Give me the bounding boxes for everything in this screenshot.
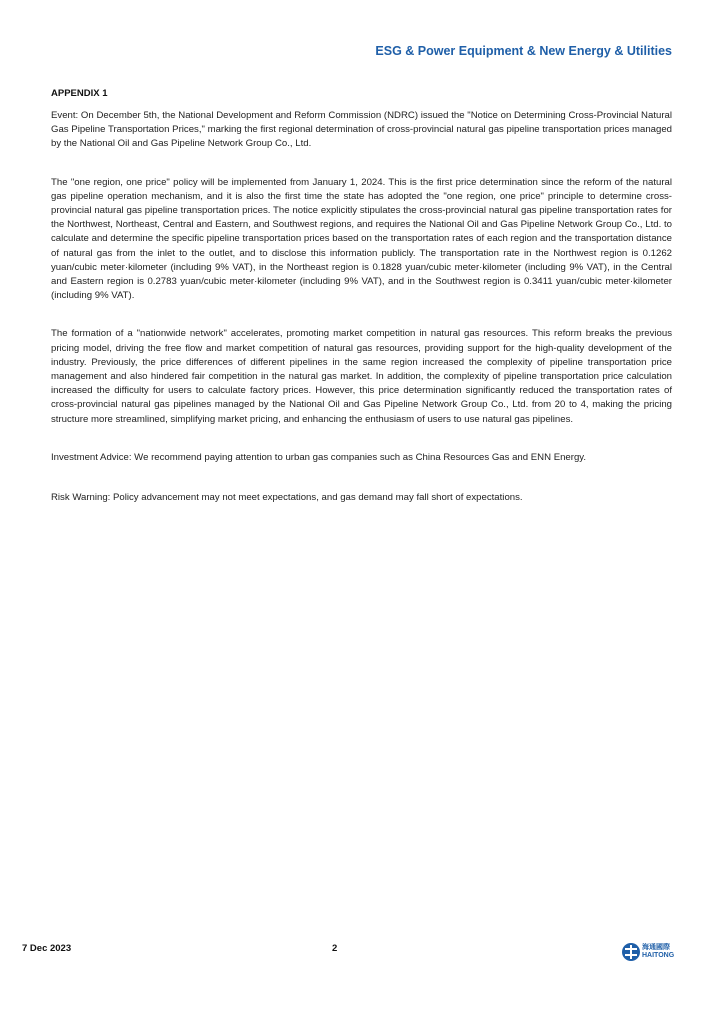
appendix-section (51, 88, 672, 531)
page-number: 2 (332, 943, 338, 954)
appendix-heading: APPENDIX 1 (51, 88, 108, 99)
logo-cn-text: 海通國際 (642, 944, 670, 951)
investment-advice-paragraph: Investment Advice: We recommend paying attention to urban gas companies such as China Resources Gas and ENN Energy. (51, 451, 587, 463)
header-title: ESG & Power Equipment & New Energy & Utilities (375, 44, 672, 58)
haitong-logo-icon (621, 942, 641, 962)
footer-date: 7 Dec 2023 (22, 943, 72, 954)
policy-paragraph: The "one region, one price" policy will be implemented from January 1, 2024. This is the first price determination since the reform of the natural gas pipeline operation mechanism, and it is also the first time the state has adopted the "one region, one price" principle to determine cross-provincial natural gas pipeline transportation prices. The notice explicitly stipulates the cross-provincial natural gas pipeline transportation rates for the Northwest, Northeast, Central and Eastern, and Southwest regions, and requires the National Oil and Gas Pipeline Network Group Co., Ltd. to calculate and determine the specific pipeline transportation prices based on the transportation rates of each region and the transportation distance of natural gas from the inlet to the outlet, and to disclose this information publicly. The transportation rate in the Northwest region is 0.1262 yuan/cubic meter·kilometer (including 9% VAT), in the Northeast region is 0.1828 yuan/cubic meter·kilometer (including 9% VAT), in the Central and Eastern region is 0.2783 yuan/cubic meter·kilometer (including 9% VAT), and in the Southwest region is 0.3411 yuan/cubic meter·kilometer (including 9% VAT). (51, 176, 672, 302)
network-paragraph: The formation of a "nationwide network" accelerates, promoting market competition in natural gas resources. This reform breaks the previous pricing model, driving the free flow and market competition of natural gas resources, providing support for the high-quality development of the industry. Previously, the price differences of different pipelines in the same region increased the complexity of pipeline transportation price management and also hindered fair competition in the natural gas market. In addition, the complexity of pipeline transportation price calculation increased the difficulty for users to calculate factory prices. However, this price determination significantly reduced the transportation rates of cross-provincial natural gas pipelines managed by the National Oil and Gas Pipeline Network Group Co., Ltd. from 20 to 4, making the pricing structure more streamlined, simplifying market pricing, and enhancing the enthusiasm of users to use natural gas pipelines. (51, 328, 672, 425)
logo-en-text: HAITONG (642, 952, 675, 959)
event-paragraph: Event: On December 5th, the National Development and Reform Commission (NDRC) issued the "Notice on Determining Cross-Provincial Natural Gas Pipeline Transportation Prices," marking the first regional determination of cross-provincial natural gas pipeline transportation prices managed by the National Oil and Gas Pipeline Network Group Co., Ltd. (51, 110, 672, 150)
risk-warning-paragraph: Risk Warning: Policy advancement may not meet expectations, and gas demand may fall short of expectations. (51, 492, 523, 504)
haitong-logo (621, 940, 681, 964)
